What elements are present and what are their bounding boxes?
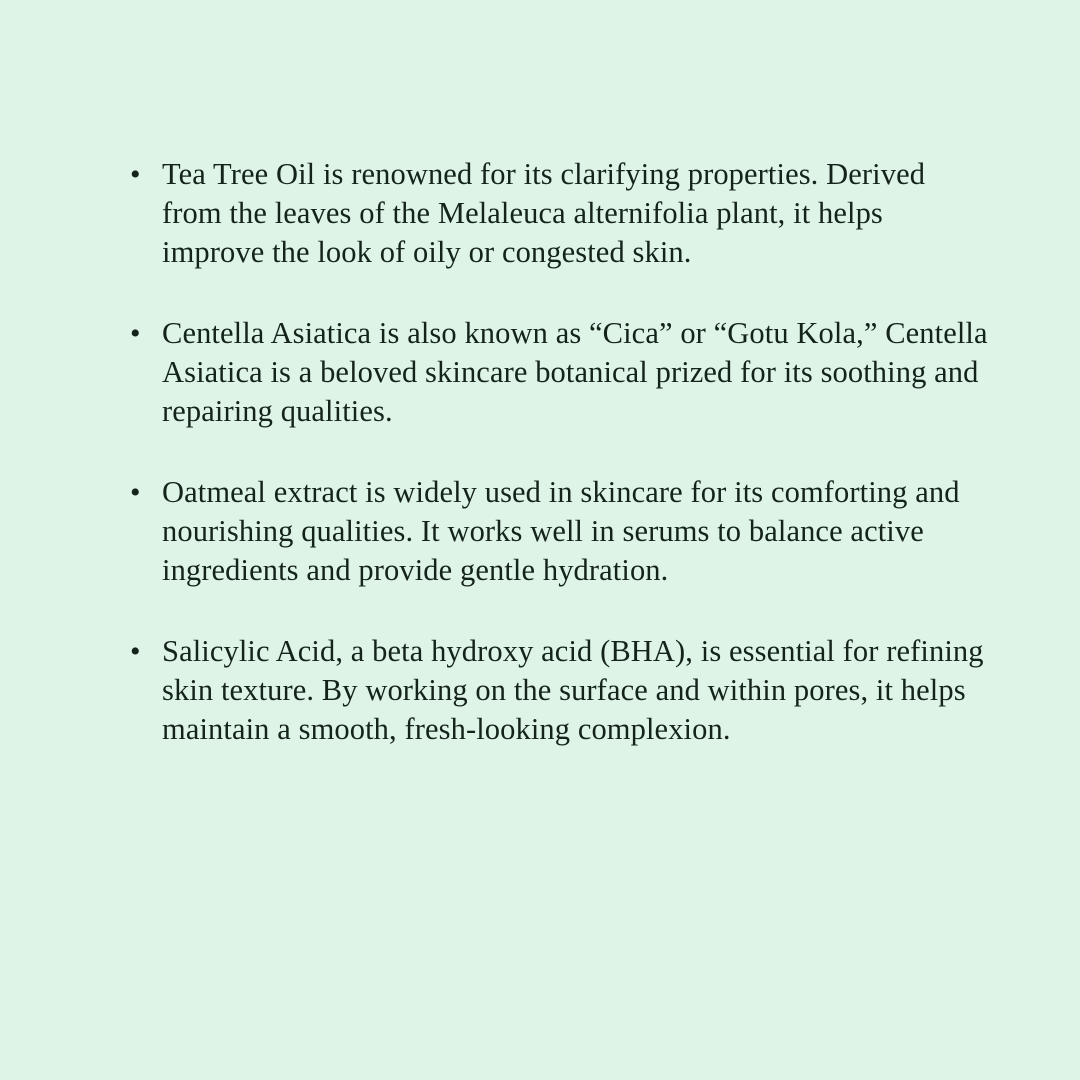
list-item-text: Centella Asiatica is also known as “Cica” or “Gotu Kola,” Centella Asiatica is a beloved skincare botanical prized for its soothing and repairing qualities. <box>162 316 988 428</box>
bullet-icon: • <box>130 635 141 668</box>
list-item <box>130 632 990 749</box>
bullet-icon: • <box>130 317 141 350</box>
list-item <box>130 473 990 590</box>
list-item-text: Oatmeal extract is widely used in skincare for its comforting and nourishing qualities. It works well in serums to balance active ingredients and provide gentle hydration. <box>162 475 960 587</box>
bullet-icon: • <box>130 158 141 191</box>
list-item-text: Salicylic Acid, a beta hydroxy acid (BHA), is essential for refining skin texture. By working on the surface and within pores, it helps maintain a smooth, fresh-looking complexion. <box>162 634 984 746</box>
list-item <box>130 314 990 431</box>
bullet-icon: • <box>130 476 141 509</box>
ingredient-bullet-list <box>130 155 990 749</box>
list-item <box>130 155 990 272</box>
list-item-text: Tea Tree Oil is renowned for its clarifying properties. Derived from the leaves of the Melaleuca alternifolia plant, it helps improve the look of oily or congested skin. <box>162 157 926 269</box>
